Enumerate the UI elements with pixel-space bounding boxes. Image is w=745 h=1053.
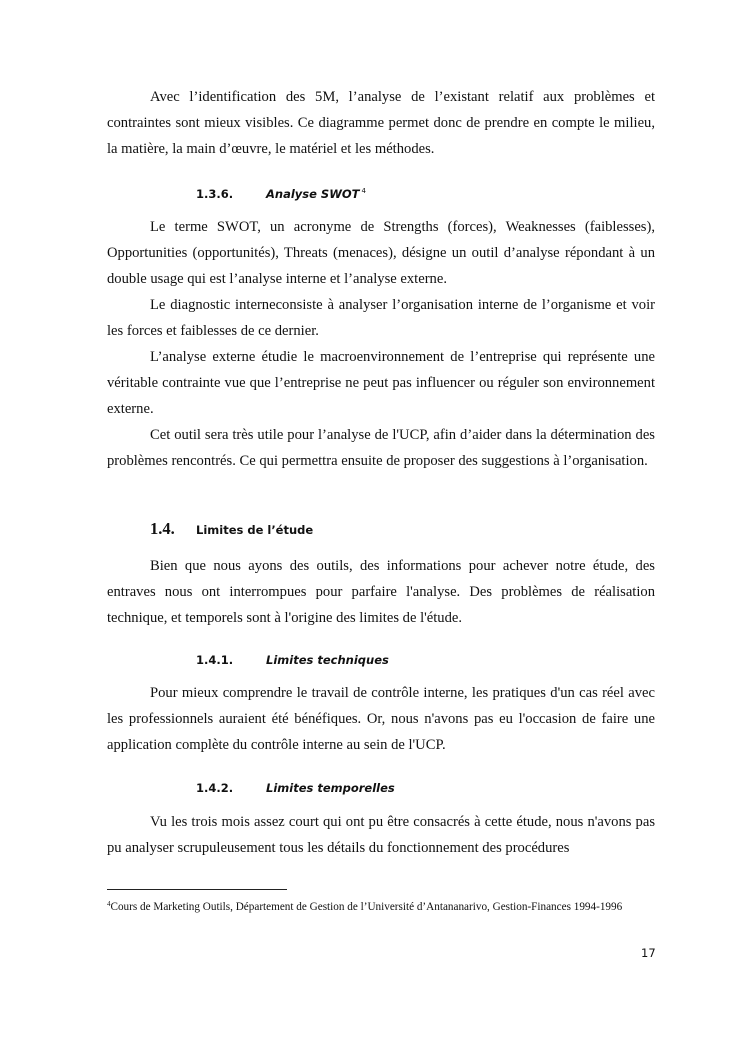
section-title: Limites de l’étude (196, 523, 314, 537)
paragraph-techniques (107, 680, 655, 758)
paragraph-limites (107, 553, 655, 631)
paragraph-swot-definition: Le terme SWOT, un acronyme de Strengths (forces), Weaknesses (faiblesses), Opportunities (opportunités), Threats (menaces), désigne un outil d’analyse répondant à un double usage qui est l’analyse interne et l’analyse externe. (107, 219, 655, 287)
section-number: 1.4. (150, 519, 175, 538)
page-number: 17 (641, 946, 656, 960)
section-title: Analyse SWOT (266, 187, 360, 201)
footnote-reference: 4 (361, 187, 366, 195)
paragraph-tool-usefulness: Cet outil sera très utile pour l’analyse de l'UCP, afin d’aider dans la détermination des problèmes rencontrés. Ce qui permettra ensuite de proposer des suggestions à l’organisation. (107, 427, 655, 469)
paragraph-internal-diagnosis: Le diagnostic interneconsiste à analyser l’organisation interne de l’organisme et voir les forces et faiblesses de ce dernier. (107, 297, 655, 339)
footnote-separator (107, 889, 287, 890)
footnote-text: Cours de Marketing Outils, Département de Gestion de l’Université d’Antananarivo, Gestion-Finances 1994-1996 (110, 901, 623, 913)
section-number: 1.4.2. (196, 781, 234, 795)
section-number: 1.4.1. (196, 653, 234, 667)
section-title: Limites temporelles (266, 781, 395, 795)
section-heading-1-3-6 (196, 183, 366, 202)
section-heading-1-4-1 (196, 652, 389, 668)
paragraph-5m (107, 84, 655, 162)
paragraph-text: Bien que nous ayons des outils, des informations pour achever notre étude, des entraves nous ont interrompues pour parfaire l'analyse. Des problèmes de réalisation technique, et temporels sont à l'origine des limites de l'étude. (107, 558, 655, 626)
section-title: Limites techniques (266, 653, 389, 667)
section-number: 1.3.6. (196, 187, 234, 201)
paragraph-temporelles (107, 809, 655, 861)
footnote-marker: 4 (107, 900, 111, 908)
paragraph-text: Vu les trois mois assez court qui ont pu être consacrés à cette étude, nous n'avons pas pu analyser scrupuleusement tous les détails du fonctionnement des procédures (107, 814, 655, 856)
section-heading-1-4 (150, 518, 313, 541)
swot-paragraphs (107, 214, 655, 474)
paragraph-external-analysis: L’analyse externe étudie le macroenvironnement de l’entreprise qui représente une véritable contrainte vue que l’entreprise ne peut pas influencer ou réguler son environnement externe. (107, 349, 655, 417)
paragraph-text: Avec l’identification des 5M, l’analyse de l’existant relatif aux problèmes et contraintes sont mieux visibles. Ce diagramme permet donc de prendre en compte le milieu, la matière, la main d’œuvre, le matériel et les méthodes. (107, 89, 655, 157)
paragraph-text: Pour mieux comprendre le travail de contrôle interne, les pratiques d'un cas réel avec les professionnels auraient été bénéfiques. Or, nous n'avons pas eu l'occasion de faire une application complète du contrôle interne au sein de l'UCP. (107, 685, 655, 753)
footnote (107, 896, 667, 916)
section-heading-1-4-2 (196, 780, 395, 796)
